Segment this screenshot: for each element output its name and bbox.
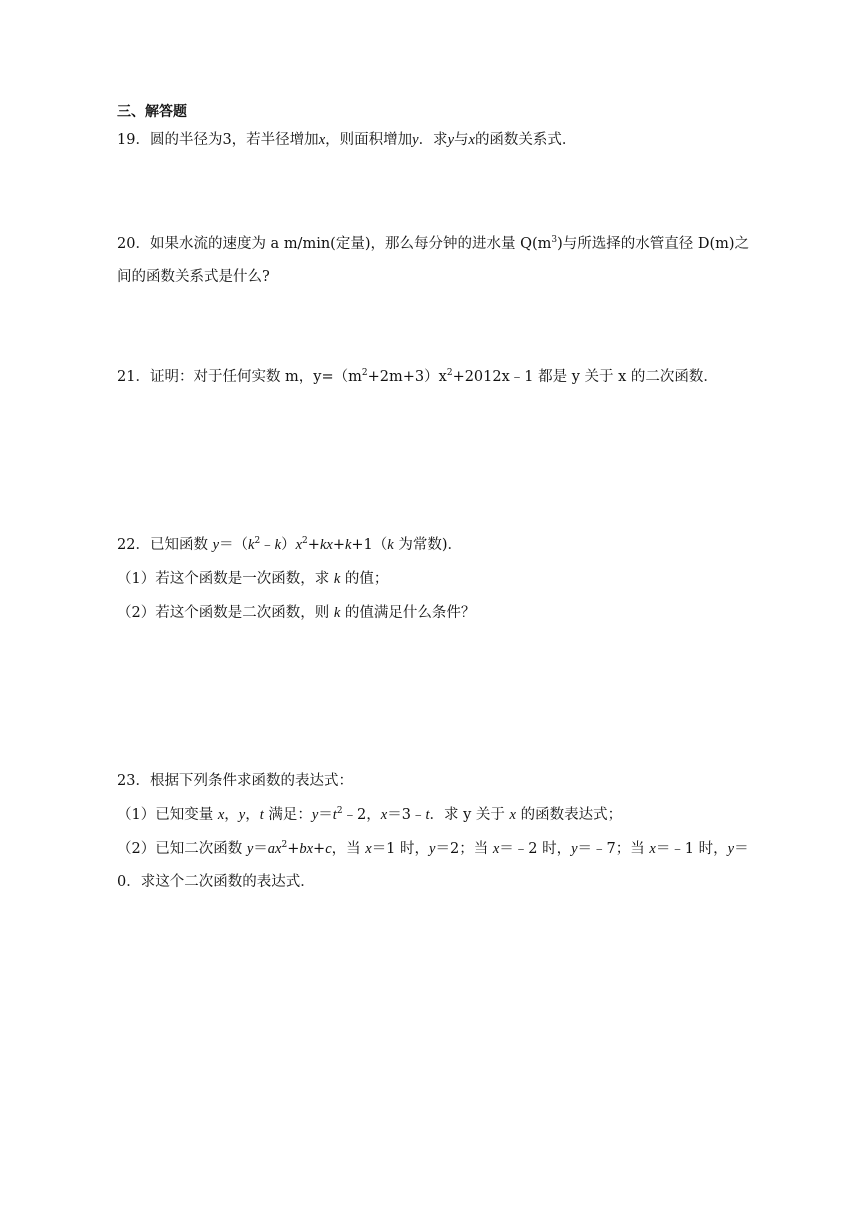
q21-text: +2012x﹣1 都是 y 关于 x 的二次函数． [452, 369, 718, 385]
q22-text: （1）若这个函数是一次函数，求 [117, 571, 334, 587]
var-y: y [311, 807, 319, 823]
var-y: y [238, 807, 246, 823]
q23-text: ＝1 时， [371, 841, 430, 857]
q22-sup: 2 [302, 536, 308, 547]
var-x: x [318, 132, 326, 148]
q19-text: 的函数关系式． [474, 132, 577, 148]
var-x: x [217, 807, 225, 823]
q20-text: 20．如果水流的速度为 a m/min(定量)，那么每分钟的进水量 Q(m [117, 236, 552, 252]
q23-text: ＝ [318, 807, 333, 823]
q20-sup: 3 [551, 235, 558, 246]
var-k: k [333, 605, 341, 621]
q19-text: ，则面积增加 [325, 132, 413, 148]
question-23-part2-line2: 0．求这个二次函数的表达式． [117, 874, 315, 890]
var-y: y [727, 841, 735, 857]
q23-sup: 2 [336, 806, 343, 817]
q21-sup: 2 [446, 368, 453, 379]
section-title: 三、解答题 [117, 104, 187, 120]
q21-sup: 2 [361, 368, 368, 379]
var-t: t [332, 807, 337, 823]
q23-text: ， [245, 807, 260, 823]
var-y: y [571, 841, 578, 857]
question-23-part1 [117, 805, 622, 825]
q19-text: 与 [454, 132, 469, 148]
question-20-line2: 间的函数关系式是什么? [117, 269, 270, 285]
q22-text: + [307, 537, 320, 553]
q23-text: ＝ [734, 841, 749, 857]
q23-text: ， [224, 807, 239, 823]
q23-text: 的函数表达式； [515, 807, 623, 823]
q19-text: 19．圆的半径为3，若半径增加 [117, 132, 319, 148]
q22-text: + [332, 537, 345, 553]
var-x: x [492, 841, 500, 857]
q23-text: （1）已知变量 [117, 807, 218, 823]
q22-text: 为常数)． [393, 537, 462, 553]
q23-text: ＝ [253, 841, 268, 857]
question-23-stem: 23．根据下列条件求函数的表达式： [117, 773, 353, 789]
var-x: x [509, 807, 516, 823]
question-19 [117, 130, 576, 150]
q22-text: 22．已知函数 [117, 537, 213, 553]
q20-text: )与所选择的水管直径 D(m)之 [557, 236, 750, 252]
q21-text: +2m+3）x [367, 369, 447, 385]
var-kx: kx [319, 537, 333, 553]
q23-text: ，当 [331, 841, 366, 857]
question-21 [117, 367, 718, 387]
q23-text: ＝﹣7；当 [577, 841, 650, 857]
var-ax: ax [267, 841, 282, 857]
q23-text: 满足： [263, 807, 312, 823]
q23-text: + [287, 841, 300, 857]
q19-text: ．求 [418, 132, 448, 148]
var-x: x [295, 537, 303, 553]
var-k: k [333, 571, 341, 587]
var-k: k [248, 537, 255, 553]
q23-text: ．求 y 关于 [429, 807, 510, 823]
q23-text: ＝2；当 [435, 841, 493, 857]
q23-text: ﹣2， [342, 807, 381, 823]
q22-sup: 2 [254, 536, 261, 547]
question-22-stem [117, 535, 462, 555]
question-20-line1 [117, 234, 749, 254]
var-x: x [649, 841, 656, 857]
var-y: y [246, 841, 254, 857]
q23-text: （2）已知二次函数 [117, 841, 247, 857]
question-23-part2-line1 [117, 839, 749, 859]
var-y: y [429, 841, 436, 857]
var-x: x [468, 132, 475, 148]
q23-text: ＝﹣2 时， [499, 841, 572, 857]
var-k: k [344, 537, 352, 553]
var-bx: bx [299, 841, 314, 857]
q22-text: 的值； [340, 571, 389, 587]
q23-sup: 2 [281, 840, 288, 851]
q22-text: ） [281, 537, 296, 553]
var-x: x [365, 841, 372, 857]
q21-text: 21．证明：对于任何实数 m，y=（m [117, 369, 362, 385]
var-c: c [325, 841, 332, 857]
question-22-part1 [117, 569, 388, 589]
q22-text: ＝（ [219, 537, 248, 553]
var-k: k [387, 537, 394, 553]
var-t: t [425, 807, 430, 823]
var-x: x [380, 807, 388, 823]
q23-text: + [313, 841, 326, 857]
q22-text: ﹣ [260, 537, 275, 553]
q23-text: ＝3﹣ [387, 807, 426, 823]
q22-text: 的值满足什么条件？ [340, 605, 476, 621]
var-k: k [274, 537, 282, 553]
var-y: y [412, 132, 419, 148]
question-22-part2 [117, 603, 475, 623]
q22-text: +1（ [351, 537, 388, 553]
var-t: t [259, 807, 264, 823]
q22-text: （2）若这个函数是二次函数，则 [117, 605, 334, 621]
var-y: y [212, 537, 219, 553]
var-y: y [447, 132, 454, 148]
q23-text: ＝﹣1 时， [655, 841, 728, 857]
